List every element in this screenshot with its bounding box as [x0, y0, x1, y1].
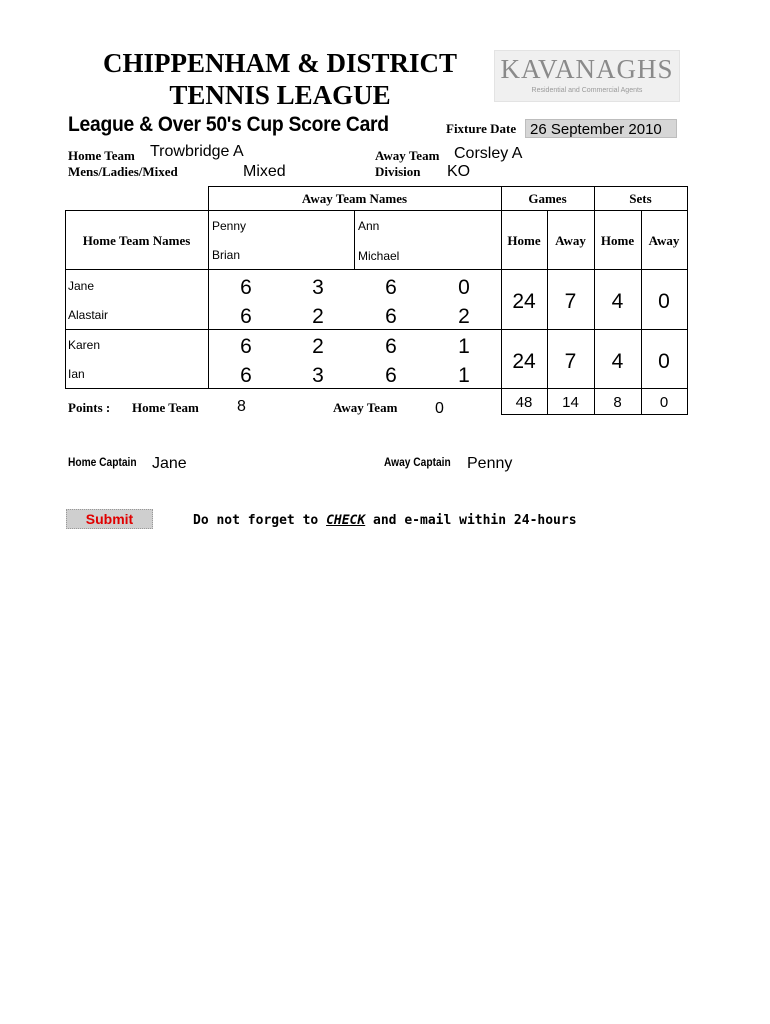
reminder-text-pre: Do not forget to	[193, 513, 327, 528]
sets-home-total: 4	[611, 290, 624, 313]
games-home-grand-total: 48	[515, 394, 533, 411]
away-player-name[interactable]: Brian	[212, 248, 241, 262]
points-home-team-label: Home Team	[132, 400, 199, 415]
logo-text: KAVANAGHS	[500, 54, 674, 84]
set-score[interactable]: 2	[312, 335, 324, 358]
sets-away-total: 0	[658, 350, 670, 373]
games-home-header: Home	[507, 233, 541, 248]
reminder-check: CHECK	[326, 513, 366, 528]
set-score[interactable]: 1	[458, 364, 470, 387]
home-team-label: Home Team	[68, 148, 135, 163]
away-captain-label: Away Captain	[384, 455, 451, 469]
reminder-text-post: and e-mail within 24-hours	[365, 513, 577, 528]
set-score[interactable]: 3	[312, 276, 324, 299]
games-home-total: 24	[512, 290, 536, 313]
set-score[interactable]: 6	[385, 305, 397, 328]
set-score[interactable]: 3	[312, 364, 324, 387]
set-score[interactable]: 6	[385, 276, 397, 299]
games-away-total: 7	[564, 350, 577, 373]
match-type-field[interactable]: Mixed	[243, 163, 286, 180]
set-score[interactable]: 1	[458, 335, 470, 358]
home-team-names-header: Home Team Names	[82, 233, 191, 248]
set-score[interactable]: 0	[458, 276, 470, 299]
away-team-label: Away Team	[375, 148, 440, 163]
games-away-total: 7	[564, 290, 577, 313]
home-player-name[interactable]: Alastair	[68, 308, 109, 322]
home-player-name[interactable]: Ian	[68, 367, 85, 381]
set-score[interactable]: 6	[240, 305, 252, 328]
games-away-header: Away	[555, 233, 586, 248]
sets-home-total: 4	[611, 350, 624, 373]
away-player-name[interactable]: Michael	[358, 249, 400, 263]
kavanaghs-logo	[494, 50, 680, 102]
set-score[interactable]: 6	[385, 335, 397, 358]
home-team-field[interactable]: Trowbridge A	[150, 143, 244, 160]
points-away-team-label: Away Team	[333, 400, 398, 415]
away-player-name[interactable]: Ann	[358, 219, 380, 233]
sets-away-total: 0	[658, 290, 670, 313]
score-card-subtitle: League & Over 50's Cup Score Card	[68, 113, 389, 136]
league-title-line2: TENNIS LEAGUE	[169, 80, 391, 110]
away-captain-field[interactable]: Penny	[467, 455, 513, 472]
away-player-name[interactable]: Penny	[212, 219, 247, 233]
match-type-label: Mens/Ladies/Mixed	[68, 164, 178, 179]
set-score[interactable]: 2	[312, 305, 324, 328]
away-team-field[interactable]: Corsley A	[454, 145, 523, 162]
away-team-names-header: Away Team Names	[301, 191, 408, 206]
league-title-line1: CHIPPENHAM & DISTRICT	[102, 48, 458, 78]
points-label: Points :	[68, 400, 111, 415]
submit-button[interactable]: Submit	[66, 509, 153, 529]
home-captain-label: Home Captain	[68, 455, 137, 469]
fixture-date-field[interactable]: 26 September 2010	[525, 119, 677, 138]
set-score[interactable]: 6	[240, 364, 252, 387]
home-player-name[interactable]: Karen	[68, 338, 101, 352]
sets-away-grand-total: 0	[659, 394, 669, 411]
points-home-value[interactable]: 8	[237, 398, 246, 415]
sets-home-grand-total: 8	[613, 394, 622, 411]
division-label: Division	[375, 164, 421, 179]
set-score[interactable]: 6	[385, 364, 397, 387]
set-score[interactable]: 2	[458, 305, 470, 328]
sets-header: Sets	[629, 191, 652, 206]
games-home-total: 24	[512, 350, 536, 373]
sets-home-header: Home	[600, 233, 635, 248]
points-away-value[interactable]: 0	[435, 400, 444, 417]
fixture-date-label: Fixture Date	[446, 121, 517, 136]
home-player-name[interactable]: Jane	[68, 279, 95, 293]
home-captain-field[interactable]: Jane	[152, 455, 187, 472]
logo-subtext: Residential and Commercial Agents	[531, 87, 643, 94]
check-reminder	[193, 513, 577, 528]
sets-away-header: Away	[648, 233, 680, 248]
set-score[interactable]: 6	[240, 335, 252, 358]
set-score[interactable]: 6	[240, 276, 252, 299]
division-field[interactable]: KO	[447, 163, 471, 180]
games-header: Games	[528, 191, 567, 206]
games-away-grand-total: 14	[562, 394, 579, 411]
